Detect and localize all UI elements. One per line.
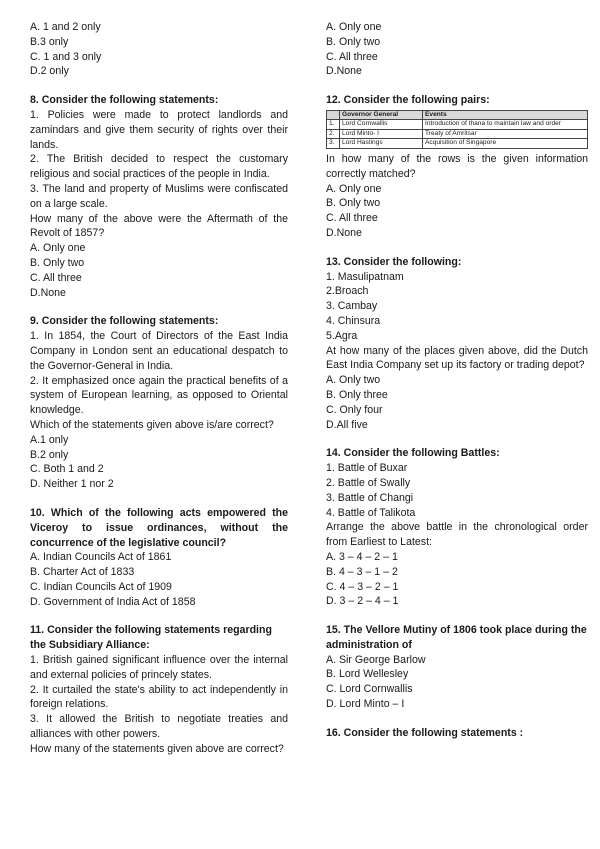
- option: B. 4 – 3 – 1 – 2: [326, 565, 398, 578]
- option: B.3 only: [30, 35, 69, 48]
- table-header: [327, 110, 340, 120]
- option: A. 3 – 4 – 2 – 1: [326, 550, 398, 563]
- table-header-row: [327, 110, 588, 120]
- list-item: 3. Battle of Changi: [326, 491, 414, 504]
- statement: 1. In 1854, the Court of Directors of the East India Company in London sent an educational despatch to the Governor-General in India.: [30, 330, 288, 372]
- option: D.2 only: [30, 65, 69, 78]
- option: B. Only three: [326, 388, 388, 401]
- option: B. Charter Act of 1833: [30, 566, 135, 579]
- question-prompt: How many of the above were the Aftermath of the Revolt of 1857?: [30, 212, 288, 240]
- list-item: 4. Battle of Talikota: [326, 506, 416, 519]
- question-8: [30, 93, 288, 300]
- option: C. Indian Councils Act of 1909: [30, 580, 172, 593]
- question-title: 14. Consider the following Battles:: [326, 447, 500, 460]
- statement: 3. The land and property of Muslims were confiscated on a large scale.: [30, 182, 288, 210]
- question-10: [30, 506, 288, 610]
- list-item: 1. Battle of Buxar: [326, 462, 408, 475]
- question-12: [326, 93, 588, 241]
- table-cell: 2.: [327, 129, 340, 139]
- option: A. Only two: [326, 374, 381, 387]
- question-prompt: Arrange the above battle in the chronological order from Earliest to Latest:: [326, 521, 588, 549]
- question-11: [30, 623, 288, 756]
- question-13: [326, 255, 588, 433]
- statement: 2. It curtailed the state's ability to act independently in foreign relations.: [30, 683, 288, 711]
- option: C. Lord Cornwallis: [326, 683, 413, 696]
- option: B. Only two: [326, 35, 381, 48]
- option: D. Neither 1 nor 2: [30, 478, 114, 491]
- table-cell: Lord Hastings: [340, 139, 423, 149]
- option: D. 3 – 2 – 4 – 1: [326, 595, 399, 608]
- option: C. All three: [30, 271, 82, 284]
- table-row: [327, 120, 588, 130]
- list-item: 2. Battle of Swally: [326, 476, 411, 489]
- statement: 1. Policies were made to protect landlords and zamindars and give them security of rights over their lands.: [30, 108, 288, 151]
- option: A. Only one: [326, 21, 382, 33]
- option: D.None: [326, 65, 362, 78]
- prev-question-options: [326, 20, 588, 79]
- option: D.None: [30, 286, 66, 299]
- table-header: Events: [423, 110, 588, 120]
- option: C. Both 1 and 2: [30, 463, 104, 476]
- list-item: 5.Agra: [326, 329, 358, 342]
- table-row: [327, 129, 588, 139]
- question-prompt: At how many of the places given above, did the Dutch East India Company set up its factory or trading depot?: [326, 344, 588, 372]
- option: A. Only one: [30, 242, 86, 255]
- option: C. 4 – 3 – 2 – 1: [326, 580, 399, 593]
- option: B. Only two: [326, 197, 381, 210]
- option: A. Only one: [326, 182, 382, 195]
- table-cell: Lord Cornwallis: [340, 120, 423, 130]
- option: B. Lord Wellesley: [326, 668, 409, 681]
- question-9: [30, 314, 288, 492]
- table-cell: Lord Minto- I: [340, 129, 423, 139]
- option: D.None: [326, 226, 362, 239]
- option: B.2 only: [30, 448, 69, 461]
- list-item: 4. Chinsura: [326, 314, 381, 327]
- table-cell: Acquisition of Singapore: [423, 139, 588, 149]
- statement: 2. It emphasized once again the practical benefits of a system of European learning, as opposed to Oriental knowledge.: [30, 374, 288, 417]
- pairs-table: [326, 110, 588, 149]
- question-title: 9. Consider the following statements:: [30, 315, 219, 328]
- table-row: [327, 139, 588, 149]
- question-prompt: How many of the statements given above are correct?: [30, 742, 284, 755]
- table-header: Governor General: [340, 110, 423, 120]
- question-16: [326, 726, 588, 741]
- option: C. 1 and 3 only: [30, 50, 102, 63]
- option: D. Government of India Act of 1858: [30, 595, 196, 608]
- statement: 2. The British decided to respect the customary religious and social practices of the people in India.: [30, 153, 288, 181]
- question-15: [326, 623, 588, 712]
- table-cell: 1.: [327, 120, 340, 130]
- option: D. Lord Minto – I: [326, 698, 405, 711]
- option: A. 1 and 2 only: [30, 21, 101, 33]
- option: A.1 only: [30, 433, 69, 446]
- table-cell: 3.: [327, 139, 340, 149]
- table-cell: Treaty of Amritsar: [423, 129, 588, 139]
- option: A. Sir George Barlow: [326, 653, 426, 666]
- left-column: [30, 20, 288, 757]
- option: A. Indian Councils Act of 1861: [30, 551, 172, 564]
- option: C. Only four: [326, 403, 383, 416]
- question-prompt: In how many of the rows is the given information correctly matched?: [326, 152, 588, 180]
- list-item: 2.Broach: [326, 285, 369, 298]
- question-prompt: Which of the statements given above is/are correct?: [30, 418, 274, 431]
- prev-question-options: [30, 20, 288, 79]
- question-title: 13. Consider the following:: [326, 255, 462, 268]
- table-cell: Introduction of thana to maintain law and order: [423, 120, 588, 130]
- question-title: 12. Consider the following pairs:: [326, 94, 490, 107]
- question-title: 11. Consider the following statements regarding the Subsidiary Alliance:: [30, 624, 272, 652]
- option: C. All three: [326, 50, 378, 63]
- question-title: 8. Consider the following statements:: [30, 94, 219, 107]
- right-column: [326, 20, 588, 741]
- option: C. All three: [326, 212, 378, 225]
- question-title: 16. Consider the following statements :: [326, 726, 524, 739]
- question-14: [326, 446, 588, 609]
- list-item: 1. Masulipatnam: [326, 270, 404, 283]
- list-item: 3. Cambay: [326, 300, 378, 313]
- statement: 1. British gained significant influence over the internal and external policies of princely states.: [30, 654, 288, 681]
- question-title: 15. The Vellore Mutiny of 1806 took place during the administration of: [326, 624, 587, 651]
- option: D.All five: [326, 418, 368, 431]
- option: B. Only two: [30, 256, 85, 269]
- question-title: 10. Which of the following acts empowered the Viceroy to issue ordinances, without the concurrence of the legislative council?: [30, 506, 288, 549]
- statement: 3. It allowed the British to negotiate treaties and alliances with other powers.: [30, 713, 288, 741]
